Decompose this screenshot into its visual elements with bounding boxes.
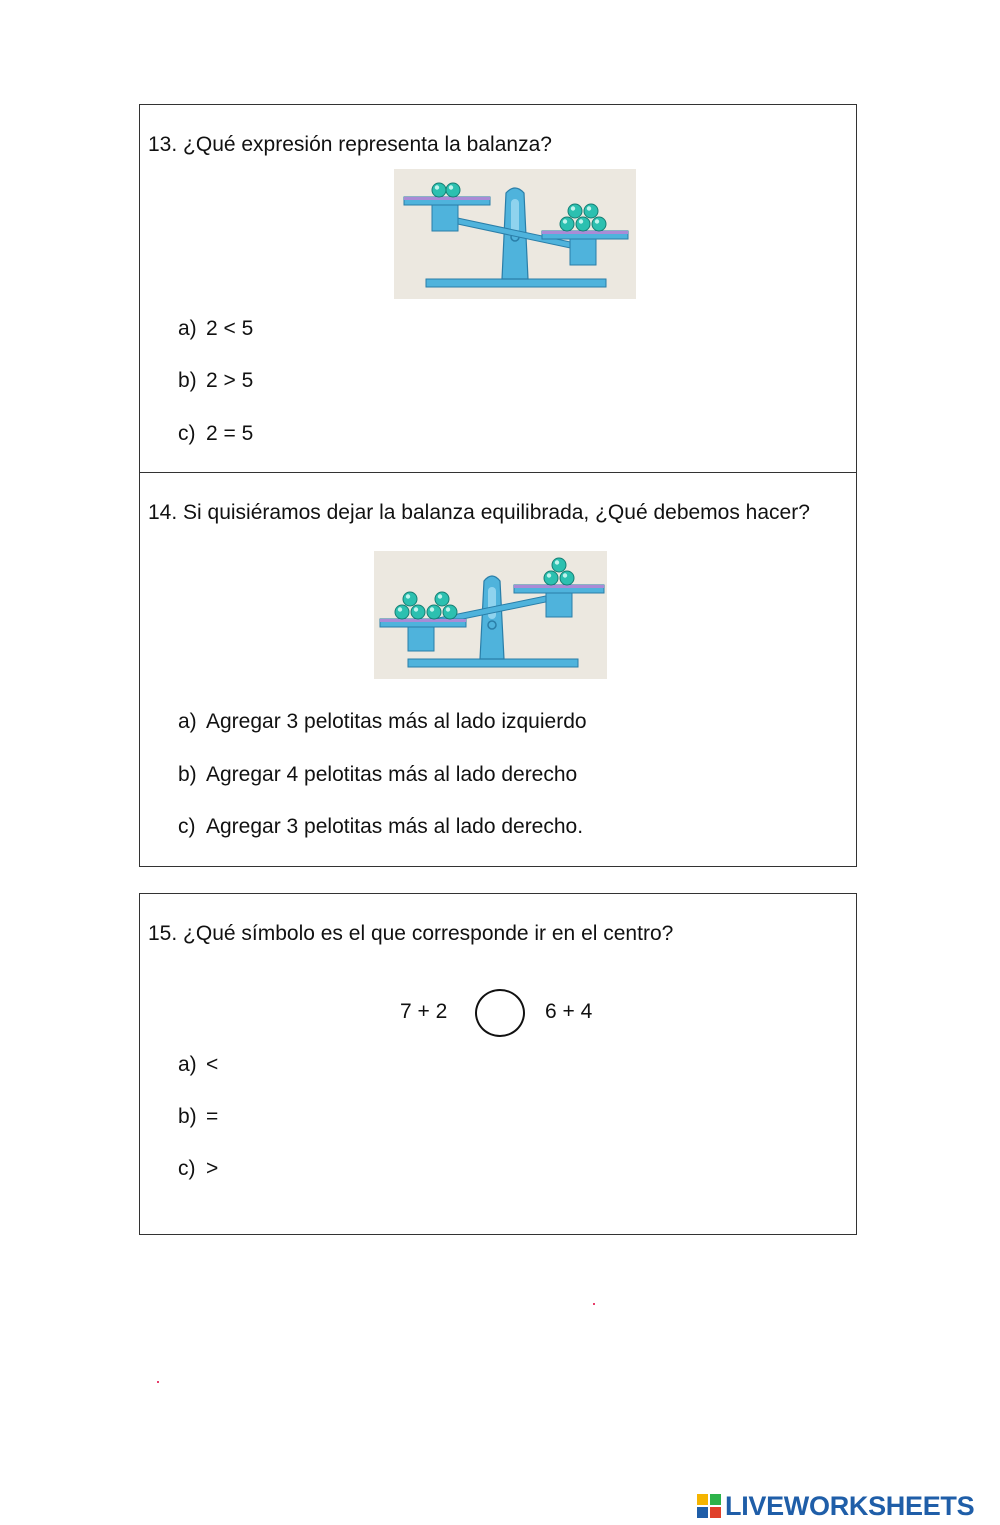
ball-highlight — [414, 607, 418, 611]
option-letter: a) — [178, 1053, 197, 1076]
ball-highlight — [571, 206, 575, 210]
ball — [435, 592, 449, 606]
question-15-text: 15. ¿Qué símbolo es el que corresponde ir en el centro? — [148, 922, 674, 945]
option-text: Agregar 4 pelotitas más al lado derecho — [206, 763, 578, 786]
ball — [584, 204, 598, 218]
option-letter: c) — [178, 1157, 196, 1180]
ball — [446, 183, 460, 197]
question-15-box — [139, 893, 857, 1235]
ball-highlight — [446, 607, 450, 611]
question-13-text: 13. ¿Qué expresión representa la balanza? — [148, 133, 552, 156]
question-14-box — [139, 472, 857, 867]
option-14-a[interactable] — [178, 709, 587, 735]
balance-scale-image-13 — [394, 169, 636, 299]
option-text: < — [206, 1053, 219, 1076]
ball-highlight — [547, 573, 551, 577]
option-letter: b) — [178, 369, 197, 392]
ball — [443, 605, 457, 619]
ball — [560, 217, 574, 231]
option-13-b[interactable] — [178, 368, 253, 394]
option-15-c[interactable] — [178, 1156, 218, 1182]
ball-highlight — [563, 573, 567, 577]
stray-dot — [157, 1381, 159, 1383]
ball-highlight — [595, 219, 599, 223]
option-13-a[interactable] — [178, 316, 253, 342]
option-letter: b) — [178, 1105, 197, 1128]
option-14-b[interactable] — [178, 762, 577, 788]
ball-highlight — [406, 594, 410, 598]
ball-highlight — [563, 219, 567, 223]
ball — [395, 605, 409, 619]
ball — [403, 592, 417, 606]
option-letter: b) — [178, 763, 197, 786]
option-15-b[interactable] — [178, 1104, 218, 1130]
balance-scale-image-14 — [374, 551, 607, 679]
option-text: Agregar 3 pelotitas más al lado izquierdo — [206, 710, 587, 733]
ball-highlight — [438, 594, 442, 598]
ball — [552, 558, 566, 572]
right-expression: 6 + 4 — [545, 1000, 593, 1023]
question-14-text: 14. Si quisiéramos dejar la balanza equilibrada, ¿Qué debemos hacer? — [148, 501, 810, 524]
option-text: 2 > 5 — [206, 369, 254, 392]
option-text: 2 = 5 — [206, 422, 254, 445]
ball — [427, 605, 441, 619]
option-text: 2 < 5 — [206, 317, 254, 340]
ball-highlight — [587, 206, 591, 210]
ball — [544, 571, 558, 585]
answer-circle[interactable] — [475, 989, 525, 1037]
option-text: > — [206, 1157, 219, 1180]
ball — [560, 571, 574, 585]
ball — [568, 204, 582, 218]
liveworksheets-logo — [697, 1491, 974, 1521]
option-letter: a) — [178, 710, 197, 733]
ball-highlight — [398, 607, 402, 611]
question-13-box — [139, 104, 857, 473]
ball — [576, 217, 590, 231]
ball — [592, 217, 606, 231]
option-letter: c) — [178, 815, 196, 838]
stray-dot — [593, 1303, 595, 1305]
liveworksheets-icon — [697, 1494, 721, 1518]
option-14-c[interactable] — [178, 814, 583, 840]
ball — [411, 605, 425, 619]
left-expression: 7 + 2 — [400, 1000, 448, 1023]
option-text: = — [206, 1105, 219, 1128]
ball — [432, 183, 446, 197]
ball-highlight — [555, 560, 559, 564]
ball-highlight — [435, 185, 439, 189]
ball-highlight — [449, 185, 453, 189]
option-13-c[interactable] — [178, 421, 253, 447]
ball-highlight — [430, 607, 434, 611]
option-text: Agregar 3 pelotitas más al lado derecho. — [206, 815, 584, 838]
option-letter: a) — [178, 317, 197, 340]
option-letter: c) — [178, 422, 196, 445]
option-15-a[interactable] — [178, 1052, 218, 1078]
brand-name: LIVEWORKSHEETS — [725, 1490, 975, 1521]
ball-highlight — [579, 219, 583, 223]
